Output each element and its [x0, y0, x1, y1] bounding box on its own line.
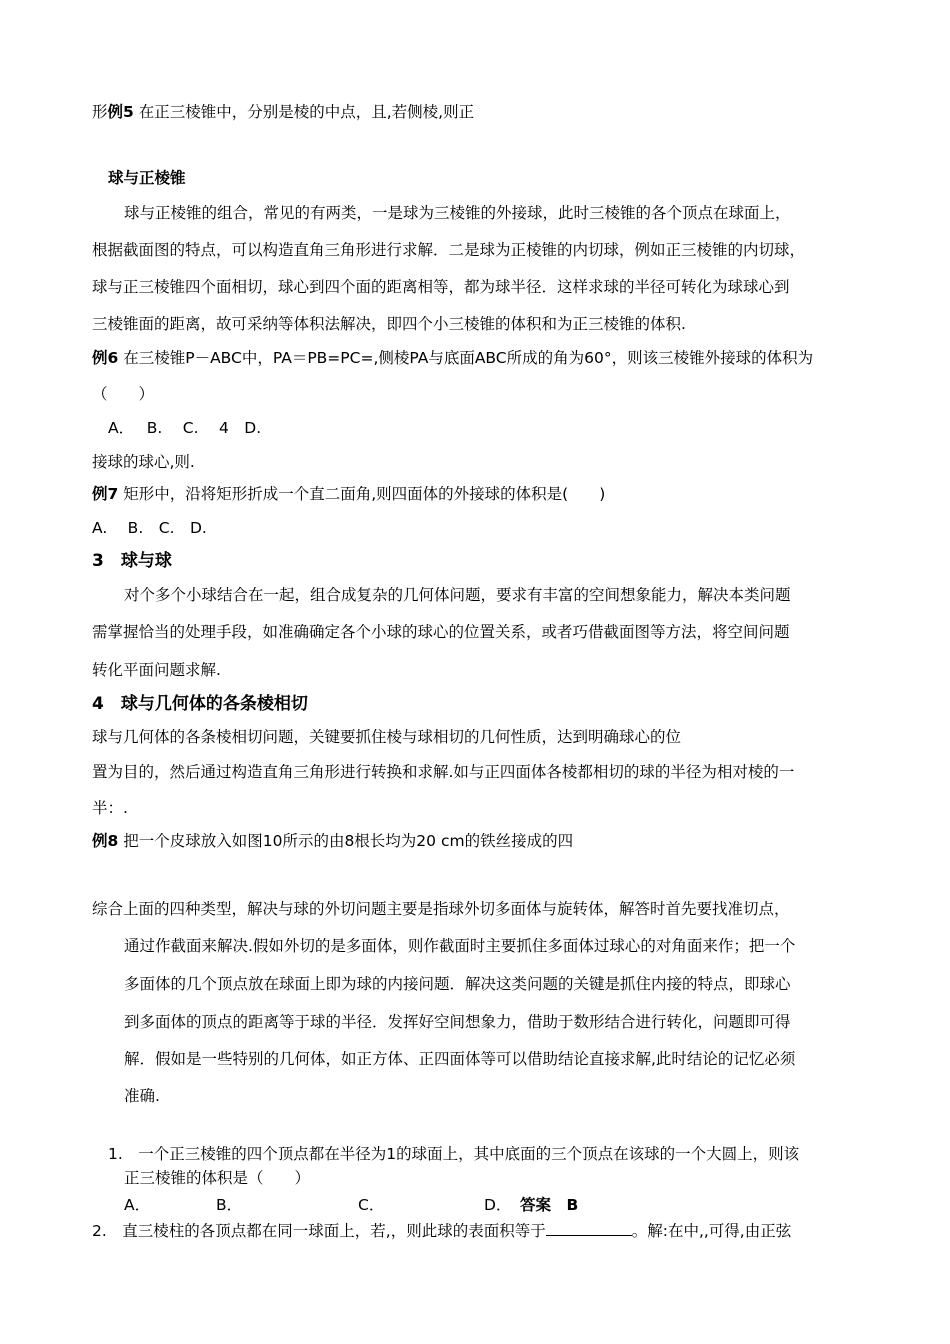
summary-line: 多面体的几个顶点放在球面上即为球的内接问题．解决这类问题的关键是抓住内接的特点，即球心 — [124, 975, 791, 993]
example-5-label: 例5 — [107, 103, 134, 121]
paragraph-line: 根据截面图的特点，可以构造直角三角形进行求解．二是球为正棱锥的内切球，例如正三棱锥的内切球， — [92, 241, 806, 259]
problem-1-line: 1. 一个正三棱锥的四个顶点都在半径为1的球面上，其中底面的三个顶点在该球的一个大圆上，则该 — [108, 1145, 800, 1163]
paragraph-line: 三棱锥面的距离，故可采纳等体积法解决，即四个小三棱锥的体积和为正三棱锥的体积. — [92, 315, 686, 333]
example-7-line — [92, 484, 605, 504]
example-5-line — [92, 102, 474, 122]
paragraph-line: 对个多个小球结合在一起，组合成复杂的几何体问题，要求有丰富的空间想象能力，解决本类问题 — [124, 586, 791, 604]
problem-1-answer: 答案 B — [520, 1196, 579, 1214]
problem-1-line: 正三棱锥的体积是（ ） — [124, 1169, 311, 1187]
example-6-text: 在三棱锥P－ABC中，PA＝PB=PC=,侧棱PA与底面ABC所成的角为60°，则该三棱锥外接球的体积为 — [118, 349, 814, 367]
example-5-text: 在正三棱锥中，分别是棱的中点，且,若侧棱,则正 — [133, 103, 475, 121]
section-heading-sphere-edges: 4 球与几何体的各条棱相切 — [92, 694, 308, 714]
answer-paren: （ ） — [92, 385, 155, 403]
solution-fragment: 接球的球心,则. — [92, 453, 195, 471]
section-heading-sphere-sphere: 3 球与球 — [92, 551, 172, 571]
example-6-label: 例6 — [92, 349, 119, 367]
problem-1-choice-b: B． — [216, 1196, 243, 1214]
example-6-choices: A． B. C. 4 D. — [108, 419, 262, 437]
problem-2-text: 2. 直三棱柱的各顶点都在同一球面上，若,，则此球的表面积等于 — [92, 1222, 546, 1240]
summary-line: 综合上面的四种类型，解决与球的外切问题主要是指球外切多面体与旋转体，解答时首先要找准切点， — [92, 900, 790, 918]
example-7-choices: A. B. C. D. — [92, 519, 207, 537]
problem-2-solution: 。解:在中,,可得,由正弦 — [631, 1222, 792, 1240]
example-6-line — [92, 348, 813, 368]
example-8-text: 把一个皮球放入如图10所示的由8根长均为20 cm的铁丝接成的四 — [118, 832, 574, 850]
problem-1-choice-c: C． — [358, 1196, 385, 1214]
prefix-text: 形 — [92, 103, 108, 121]
example-8-line — [92, 831, 573, 851]
summary-line: 准确. — [124, 1087, 160, 1105]
section-heading-sphere-regular-pyramid: 球与正棱锥 — [108, 169, 186, 187]
paragraph-line: 转化平面问题求解. — [92, 661, 221, 679]
paragraph-line: 球与几何体的各条棱相切问题，关键要抓住棱与球相切的几何性质，达到明确球心的位 — [92, 728, 682, 746]
paragraph-line: 需掌握恰当的处理手段，如准确确定各个小球的球心的位置关系，或者巧借截面图等方法，将空间问题 — [92, 623, 790, 641]
paragraph-line: 半：. — [92, 799, 128, 817]
problem-1-choice-a: A． — [124, 1196, 151, 1214]
answer-blank — [546, 1221, 632, 1236]
paragraph-line: 置为目的，然后通过构造直角三角形进行转换和求解.如与正四面体各棱都相切的球的半径为相对棱的一 — [92, 763, 795, 781]
example-7-label: 例7 — [92, 485, 119, 503]
summary-line: 通过作截面来解决.假如外切的是多面体，则作截面时主要抓住多面体过球心的对角面来作；把一个 — [124, 937, 796, 955]
paragraph-line: 球与正三棱锥四个面相切，球心到四个面的距离相等，都为球半径．这样求球的半径可转化为球球心到 — [92, 278, 790, 296]
problem-1-choice-d: D． — [484, 1196, 512, 1214]
example-8-label: 例8 — [92, 832, 119, 850]
summary-line: 解．假如是一些特别的几何体，如正方体、正四面体等可以借助结论直接求解,此时结论的记忆必须 — [124, 1050, 796, 1068]
paragraph-line: 球与正棱锥的组合，常见的有两类，一是球为三棱锥的外接球，此时三棱锥的各个顶点在球面上， — [124, 204, 791, 222]
summary-line: 到多面体的顶点的距离等于球的半径．发挥好空间想象力，借助于数形结合进行转化，问题即可得 — [124, 1013, 791, 1031]
problem-2-line — [92, 1221, 791, 1241]
example-7-text: 矩形中，沿将矩形折成一个直二面角,则四面体的外接球的体积是( ) — [118, 485, 606, 503]
